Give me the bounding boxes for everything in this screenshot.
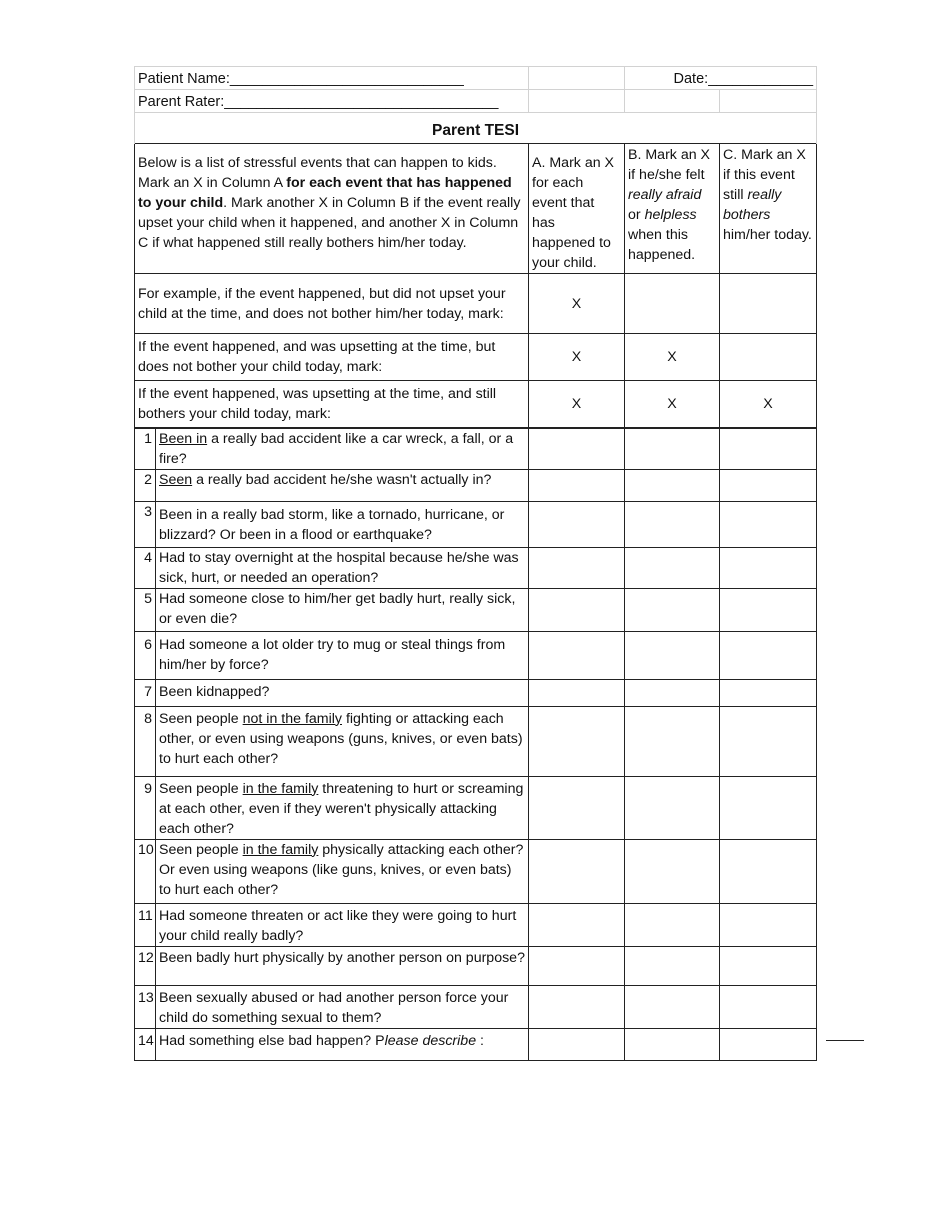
answer-cell-b[interactable] <box>625 588 720 631</box>
table-row <box>135 547 817 588</box>
table-row <box>135 985 817 1028</box>
item-number: 10 <box>135 839 156 903</box>
table-row <box>135 631 817 679</box>
item-number: 7 <box>135 679 156 706</box>
item-text: Seen a really bad accident he/she wasn't actually in? <box>156 469 529 501</box>
answer-cell-b[interactable] <box>625 679 720 706</box>
item-number: 6 <box>135 631 156 679</box>
answer-cell-a[interactable] <box>529 946 625 985</box>
item-text: Had someone a lot older try to mug or steal things from him/her by force? <box>156 631 529 679</box>
example-c-mark: X <box>720 381 817 428</box>
answer-cell-c[interactable] <box>720 501 817 547</box>
answer-cell-a[interactable] <box>529 588 625 631</box>
answer-cell-a[interactable] <box>529 679 625 706</box>
example-b-mark: X <box>625 334 720 381</box>
column-a-header: A. Mark an X for each event that has happened to your child. <box>529 144 625 274</box>
answer-cell-c[interactable] <box>720 946 817 985</box>
table-row <box>135 776 817 839</box>
item-text: Been sexually abused or had another person force your child do something sexual to them? <box>156 985 529 1028</box>
answer-cell-c[interactable] <box>720 839 817 903</box>
answer-cell-b[interactable] <box>625 631 720 679</box>
table-row <box>135 706 817 776</box>
margin-line <box>826 1040 864 1041</box>
item-number: 5 <box>135 588 156 631</box>
answer-cell-c[interactable] <box>720 469 817 501</box>
answer-cell-c[interactable] <box>720 903 817 946</box>
item-text: Had someone close to him/her get badly hurt, really sick, or even die? <box>156 588 529 631</box>
item-number: 8 <box>135 706 156 776</box>
table-row <box>135 428 817 470</box>
answer-cell-a[interactable] <box>529 985 625 1028</box>
example-row: For example, if the event happened, but did not upset your child at the time, and does not bother him/her today, mark: X <box>135 274 817 334</box>
answer-cell-c[interactable] <box>720 631 817 679</box>
column-b-header: B. Mark an X if he/she felt really afraid or helpless when this happened. <box>625 144 720 274</box>
table-row <box>135 679 817 706</box>
answer-cell-a[interactable] <box>529 631 625 679</box>
patient-name-row <box>135 67 817 90</box>
answer-cell-b[interactable] <box>625 428 720 470</box>
item-text: Had someone threaten or act like they were going to hurt your child really badly? <box>156 903 529 946</box>
table-row <box>135 1028 817 1060</box>
item-number: 12 <box>135 946 156 985</box>
item-number: 1 <box>135 428 156 470</box>
item-number: 9 <box>135 776 156 839</box>
table-row <box>135 903 817 946</box>
instructions-row <box>135 144 817 274</box>
item-number: 2 <box>135 469 156 501</box>
item-text: Seen people not in the family fighting or attacking each other, or even using weapons (guns, knives, or even bats) to hurt each other? <box>156 706 529 776</box>
date-field[interactable]: Date:_____________ <box>625 67 817 90</box>
item-number: 3 <box>135 501 156 547</box>
table-row <box>135 839 817 903</box>
answer-cell-c[interactable] <box>720 547 817 588</box>
table-row <box>135 501 817 547</box>
example-a-mark: X <box>529 381 625 428</box>
answer-cell-c[interactable] <box>720 588 817 631</box>
item-number: 4 <box>135 547 156 588</box>
answer-cell-c[interactable] <box>720 706 817 776</box>
instructions-text: Below is a list of stressful events that can happen to kids. Mark an X in Column A for each event that has happened to your child. Mark another X in Column B if the event really upset your child when it happened, and another X in Column C if what happened still really bothers him/her today. <box>135 144 529 274</box>
answer-cell-a[interactable] <box>529 776 625 839</box>
item-text: Seen people in the family threatening to hurt or screaming at each other, even if they weren't physically attacking each other? <box>156 776 529 839</box>
item-text: Been in a really bad storm, like a tornado, hurricane, or blizzard? Or been in a flood or earthquake? <box>156 501 529 547</box>
item-text: Had to stay overnight at the hospital because he/she was sick, hurt, or needed an operation? <box>156 547 529 588</box>
answer-cell-a[interactable] <box>529 903 625 946</box>
table-row <box>135 588 817 631</box>
answer-cell-b[interactable] <box>625 776 720 839</box>
parent-rater-field[interactable]: Parent Rater:__________________________________ <box>135 90 529 113</box>
example-c-mark <box>720 334 817 381</box>
answer-cell-a[interactable] <box>529 1028 625 1060</box>
example-row: If the event happened, was upsetting at the time, and still bothers your child today, mark: X X X <box>135 381 817 428</box>
answer-cell-a[interactable] <box>529 547 625 588</box>
answer-cell-b[interactable] <box>625 547 720 588</box>
table-row <box>135 946 817 985</box>
example-b-mark <box>625 274 720 334</box>
answer-cell-a[interactable] <box>529 839 625 903</box>
item-number: 14 <box>135 1028 156 1060</box>
answer-cell-b[interactable] <box>625 903 720 946</box>
parent-rater-row <box>135 90 817 113</box>
example-row: If the event happened, and was upsetting at the time, but does not bother your child today, mark: X X <box>135 334 817 381</box>
item-text: Been in a really bad accident like a car wreck, a fall, or a fire? <box>156 428 529 470</box>
answer-cell-b[interactable] <box>625 839 720 903</box>
example-a-mark: X <box>529 334 625 381</box>
answer-cell-b[interactable] <box>625 469 720 501</box>
answer-cell-a[interactable] <box>529 469 625 501</box>
item-text: Seen people in the family physically attacking each other? Or even using weapons (like guns, knives, or even bats) to hurt each other? <box>156 839 529 903</box>
item-text: Been badly hurt physically by another person on purpose? <box>156 946 529 985</box>
item-number: 13 <box>135 985 156 1028</box>
example-a-mark: X <box>529 274 625 334</box>
example-c-mark <box>720 274 817 334</box>
tesi-form-table <box>134 66 817 1061</box>
answer-cell-a[interactable] <box>529 428 625 470</box>
item-text: Been kidnapped? <box>156 679 529 706</box>
answer-cell-b[interactable] <box>625 1028 720 1060</box>
answer-cell-b[interactable] <box>625 501 720 547</box>
answer-cell-c[interactable] <box>720 985 817 1028</box>
answer-cell-b[interactable] <box>625 706 720 776</box>
form-sheet <box>134 66 816 1061</box>
answer-cell-c[interactable] <box>720 679 817 706</box>
answer-cell-a[interactable] <box>529 706 625 776</box>
example-b-mark: X <box>625 381 720 428</box>
answer-cell-c[interactable] <box>720 428 817 470</box>
column-c-header: C. Mark an X if this event still really bothers him/her today. <box>720 144 817 274</box>
answer-cell-c[interactable] <box>720 1028 817 1060</box>
patient-name-field[interactable]: Patient Name:_____________________________ <box>135 67 529 90</box>
answer-cell-c[interactable] <box>720 776 817 839</box>
form-title: Parent TESI <box>135 113 817 144</box>
answer-cell-b[interactable] <box>625 946 720 985</box>
table-row <box>135 469 817 501</box>
item-number: 11 <box>135 903 156 946</box>
item-text: Had something else bad happen? Please describe : <box>156 1028 529 1060</box>
answer-cell-b[interactable] <box>625 985 720 1028</box>
answer-cell-a[interactable] <box>529 501 625 547</box>
